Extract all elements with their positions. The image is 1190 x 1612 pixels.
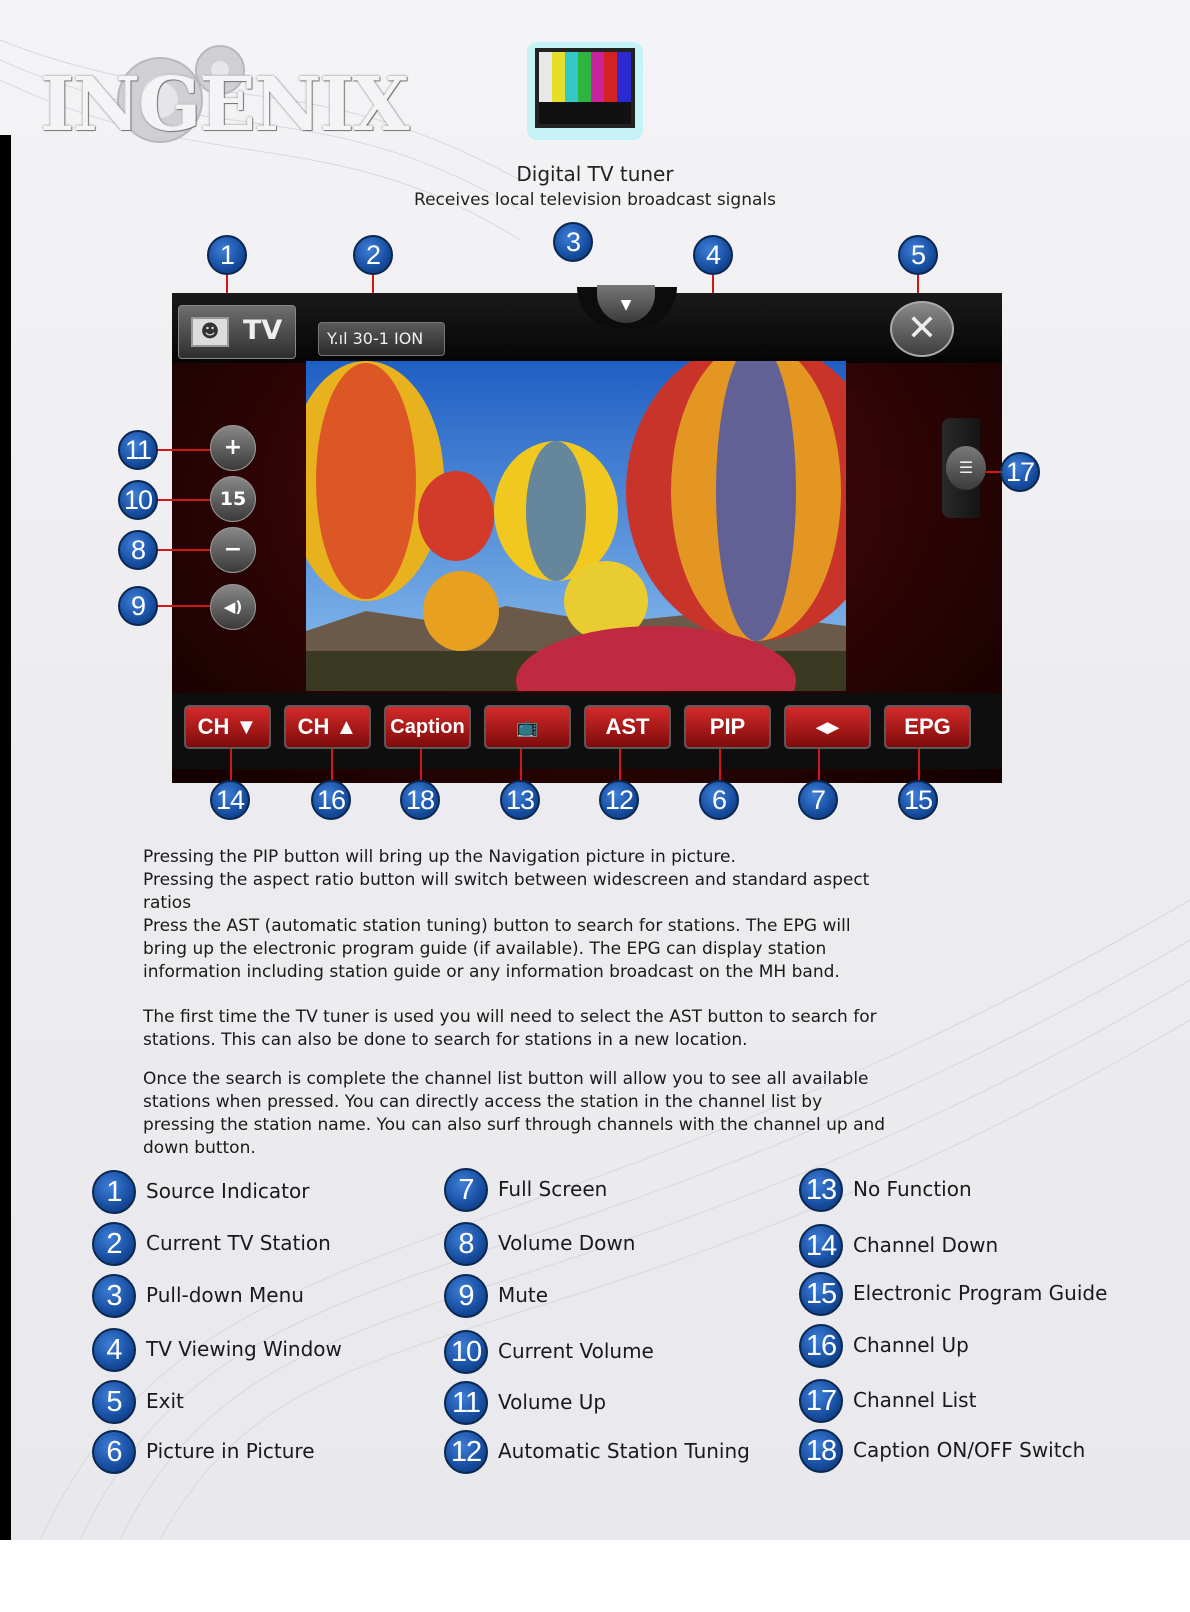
callout-4: 4 (693, 235, 733, 275)
legend-number: 17 (799, 1379, 843, 1423)
volume-up-button[interactable]: + (210, 425, 256, 471)
callout-line (230, 749, 232, 781)
legend-label: Source Indicator (146, 1179, 310, 1203)
callout-line (818, 749, 820, 781)
text-line: Pressing the PIP button will bring up the Navigation picture in picture. (143, 847, 736, 867)
legend-label: Channel Up (853, 1333, 969, 1357)
page-title: Digital TV tuner (516, 162, 674, 186)
callout-15: 15 (898, 780, 938, 820)
text-line: down button. (143, 1138, 256, 1158)
text-line: Pressing the aspect ratio button will switch between widescreen and standard aspect (143, 870, 870, 890)
channel-down-button[interactable]: CH ▼ (184, 705, 271, 749)
legend-number: 13 (799, 1168, 843, 1212)
callout-line (918, 749, 920, 781)
callout-9: 9 (118, 586, 158, 626)
callout-line (520, 749, 522, 781)
legend-label: Mute (498, 1283, 549, 1307)
legend-number: 2 (92, 1222, 136, 1266)
text-line: Press the AST (automatic station tuning) button to search for stations. The EPG will (143, 916, 851, 936)
legend-number: 12 (444, 1430, 488, 1474)
callout-line (331, 749, 333, 781)
text-line: bring up the electronic program guide (if available). The EPG can display station (143, 939, 827, 959)
legend-number: 8 (444, 1222, 488, 1266)
tv-screen (172, 293, 1002, 783)
legend-label: Channel Down (853, 1233, 999, 1257)
station-label: 30-1 ION (352, 329, 424, 348)
legend-label: Automatic Station Tuning (498, 1439, 750, 1463)
callout-14: 14 (210, 780, 250, 820)
exit-button[interactable]: ✕ (890, 301, 954, 357)
legend-number: 9 (444, 1274, 488, 1318)
paragraph-3 (143, 1068, 913, 1160)
callout-3: 3 (553, 222, 593, 262)
callout-line (986, 471, 1002, 473)
caption-button[interactable]: Caption (384, 705, 471, 749)
legend-number: 11 (444, 1381, 488, 1425)
callout-line (158, 605, 210, 607)
legend-number: 16 (799, 1324, 843, 1368)
signal-icon: Y.ıl (327, 329, 353, 348)
callout-10: 10 (118, 480, 158, 520)
legend-label: No Function (853, 1177, 972, 1201)
callout-line (158, 549, 210, 551)
text-line: information including station guide or any information broadcast on the MH band. (143, 962, 840, 982)
legend-label: Current TV Station (146, 1231, 331, 1255)
legend-label: Exit (146, 1389, 184, 1413)
ast-button[interactable]: AST (584, 705, 671, 749)
legend-label: Channel List (853, 1388, 977, 1412)
legend-label: Volume Up (498, 1390, 607, 1414)
callout-line (158, 499, 210, 501)
tv-source-icon: ☻ (191, 317, 229, 347)
channel-list-tab (942, 418, 980, 518)
callout-16: 16 (311, 780, 351, 820)
bottom-button-bar (172, 693, 1002, 769)
callout-6: 6 (699, 780, 739, 820)
callout-line (619, 749, 621, 781)
left-edge-bar (0, 135, 11, 1540)
text-line: ratios (143, 893, 192, 913)
legend-number: 15 (799, 1272, 843, 1316)
legend-number: 5 (92, 1380, 136, 1424)
legend-label: Current Volume (498, 1339, 654, 1363)
pip-button[interactable]: PIP (684, 705, 771, 749)
pulldown-menu (577, 287, 677, 329)
tv-button[interactable]: 📺 (484, 705, 571, 749)
mute-button[interactable]: ◀) (210, 584, 256, 630)
page-subtitle: Receives local television broadcast signals (414, 190, 776, 210)
source-indicator[interactable] (178, 305, 296, 359)
legend-number: 10 (444, 1330, 488, 1374)
callout-line (420, 749, 422, 781)
legend-label: Full Screen (498, 1177, 608, 1201)
legend-label: Caption ON/OFF Switch (853, 1438, 1086, 1462)
text-line: stations when pressed. You can directly access the station in the channel list by (143, 1092, 823, 1112)
text-line: pressing the station name. You can also surf through channels with the channel up and (143, 1115, 886, 1135)
legend-number: 3 (92, 1274, 136, 1318)
tv-viewing-window (306, 361, 846, 691)
text-line: Once the search is complete the channel list button will allow you to see all available (143, 1069, 869, 1089)
callout-12: 12 (599, 780, 639, 820)
source-label: TV (243, 315, 283, 346)
legend-number: 7 (444, 1168, 488, 1212)
callout-18: 18 (400, 780, 440, 820)
current-volume: 15 (210, 476, 256, 522)
callout-line (158, 449, 210, 451)
callout-13: 13 (500, 780, 540, 820)
brand-logo: INGENIX (40, 62, 408, 148)
callout-7: 7 (798, 780, 838, 820)
tv-tuner-icon (525, 40, 645, 148)
legend-number: 1 (92, 1170, 136, 1214)
callout-2: 2 (353, 235, 393, 275)
channel-up-button[interactable]: CH ▲ (284, 705, 371, 749)
callout-11: 11 (118, 430, 158, 470)
text-line: The first time the TV tuner is used you will need to select the AST button to search for (143, 1007, 877, 1027)
paragraph-1 (143, 846, 913, 984)
legend-label: Volume Down (498, 1231, 636, 1255)
volume-down-button[interactable]: − (210, 527, 256, 573)
fullscreen-button[interactable]: ◂▸ (784, 705, 871, 749)
paragraph-2 (143, 1006, 913, 1052)
channel-list-button[interactable]: ☰ (946, 446, 986, 490)
legend-label: Electronic Program Guide (853, 1281, 1108, 1305)
epg-button[interactable]: EPG (884, 705, 971, 749)
legend-number: 14 (799, 1224, 843, 1268)
legend-label: Pull-down Menu (146, 1283, 304, 1307)
pulldown-button[interactable]: ▼ (597, 285, 655, 323)
text-line: stations. This can also be done to search for stations in a new location. (143, 1030, 748, 1050)
balloon-picture (306, 361, 846, 691)
callout-line (719, 749, 721, 781)
legend-label: Picture in Picture (146, 1439, 315, 1463)
callout-8: 8 (118, 530, 158, 570)
current-station (318, 322, 445, 356)
top-bar (172, 293, 1002, 363)
callout-1: 1 (207, 235, 247, 275)
legend-label: TV Viewing Window (146, 1337, 342, 1361)
legend-number: 6 (92, 1430, 136, 1474)
callout-5: 5 (898, 235, 938, 275)
legend-number: 4 (92, 1328, 136, 1372)
callout-17: 17 (1000, 452, 1040, 492)
legend-number: 18 (799, 1429, 843, 1473)
